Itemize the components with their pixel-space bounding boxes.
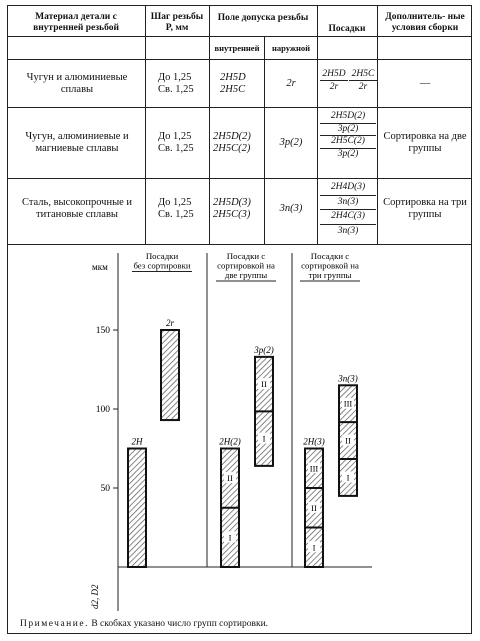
group-label: I xyxy=(228,532,232,543)
y-tick-label: 150 xyxy=(95,326,110,336)
group-label: II xyxy=(311,502,317,513)
group-title-line: сортировкой на xyxy=(217,260,275,271)
pitch-value: До 1,25 xyxy=(158,131,192,142)
header-fits: Посадки xyxy=(328,24,366,34)
table-divider xyxy=(209,5,210,244)
tolerance-value: 2H5D(2) xyxy=(213,131,251,142)
row3-internal xyxy=(213,197,265,221)
group-title-line: сортировкой на xyxy=(301,260,359,271)
row2-pitch xyxy=(158,131,208,155)
footnote xyxy=(20,618,460,630)
bar-label: 3n(3) xyxy=(338,373,358,384)
tolerance-value: 2H5C xyxy=(220,84,246,95)
group-title-line: три группы xyxy=(308,270,352,280)
fit-denominator: 2r xyxy=(329,82,339,92)
header-material: Материал детали с внутренней резьбой xyxy=(33,12,119,33)
y-tick-label: 100 xyxy=(95,405,110,415)
header-external: наружной xyxy=(271,43,311,53)
row1-pitch xyxy=(158,72,208,96)
group-label: III xyxy=(309,463,319,474)
row2-extra: Сортировка на две группы xyxy=(383,131,467,154)
table-divider xyxy=(7,107,472,108)
header-internal: внутренней xyxy=(214,43,260,53)
table-divider xyxy=(145,5,146,244)
pitch-value: Св. 1,25 xyxy=(158,209,194,220)
bar-label: 3p(2) xyxy=(254,344,274,355)
tolerance-bar xyxy=(161,330,179,420)
pitch-value: Св. 1,25 xyxy=(158,143,194,154)
row1-fit-1 xyxy=(320,68,348,93)
group-label: I xyxy=(346,472,350,483)
fit-numerator: 2H5C xyxy=(349,68,377,81)
group-label: III xyxy=(343,398,353,409)
row2-fits xyxy=(320,111,376,160)
row1-material: Чугун и алюминиевые сплавы xyxy=(26,72,128,95)
fit-denominator: 3n(3) xyxy=(337,225,359,236)
group-label: II xyxy=(345,435,351,446)
table-divider xyxy=(7,59,472,60)
fit-denominator: 2r xyxy=(358,82,368,92)
tolerance-value: 2H5D xyxy=(220,72,246,83)
tolerance-bar xyxy=(128,449,146,568)
row2-material: Чугун, алюминиевые и магниевые сплавы xyxy=(25,131,129,154)
row1-external: 2r xyxy=(286,78,296,89)
bar-label: 2H xyxy=(131,436,143,447)
table-divider xyxy=(377,5,378,244)
y-axis-label: мкм xyxy=(92,262,108,272)
pitch-value: До 1,25 xyxy=(158,197,192,208)
footnote-text: В скобках указано число групп сортировки. xyxy=(91,619,269,629)
fit-denominator: 3n(3) xyxy=(320,196,376,211)
row2-internal xyxy=(213,131,265,155)
row1-extra: — xyxy=(419,78,431,89)
tolerance-chart xyxy=(0,245,480,615)
header-extra: Дополнитель- ные условия сборки xyxy=(385,12,465,33)
bar-label: 2H(3) xyxy=(303,436,325,447)
fit-numerator: 2H5C(2) xyxy=(320,136,376,149)
header-tolerance-field: Поле допуска резьбы xyxy=(217,13,309,23)
row3-extra: Сортировка на три группы xyxy=(383,197,467,220)
row1-internal xyxy=(220,72,264,96)
fit-numerator: 2H5D(2) xyxy=(320,111,376,124)
group-title-line: Посадки с xyxy=(310,251,350,261)
row3-fits xyxy=(320,181,376,238)
bar-label: 2r xyxy=(165,318,175,328)
table-divider xyxy=(7,178,472,179)
group-label: I xyxy=(262,433,266,444)
row3-material: Сталь, высокопрочные и титановые сплавы xyxy=(21,197,133,220)
group-title-line: Посадки с xyxy=(226,251,266,261)
row2-external: 3p(2) xyxy=(279,137,303,148)
fit-denominator: 3p(2) xyxy=(320,124,376,137)
group-title-line: Посадки xyxy=(145,251,179,261)
group-title-line: без сортировки xyxy=(133,260,191,271)
fit-numerator: 2H4D(3) xyxy=(320,181,376,196)
group-label: II xyxy=(227,473,233,484)
fit-denominator: 3p(2) xyxy=(337,148,359,159)
tolerance-value: 2H5C(2) xyxy=(213,143,251,154)
group-label: I xyxy=(312,542,316,553)
group-title-line: две группы xyxy=(224,270,268,280)
row3-pitch xyxy=(158,197,208,221)
tolerance-value: 2H5D(3) xyxy=(213,197,251,208)
fit-numerator: 2H4C(3) xyxy=(320,210,376,225)
tolerance-value: 2H5C(3) xyxy=(213,209,251,220)
pitch-value: Св. 1,25 xyxy=(158,84,194,95)
row3-external: 3n(3) xyxy=(279,203,303,214)
axis-symbol-label: d2, D2 xyxy=(90,584,100,609)
footnote-label: Примечание. xyxy=(20,619,89,629)
table-divider xyxy=(7,36,472,37)
y-tick-label: 50 xyxy=(100,484,110,494)
header-pitch: Шаг резьбы P, мм xyxy=(150,12,204,33)
row1-fit-2 xyxy=(349,68,377,93)
group-label: II xyxy=(261,379,267,390)
pitch-value: До 1,25 xyxy=(158,72,192,83)
fit-numerator: 2H5D xyxy=(320,68,348,81)
table-divider xyxy=(317,5,318,244)
bar-label: 2H(2) xyxy=(219,436,241,447)
